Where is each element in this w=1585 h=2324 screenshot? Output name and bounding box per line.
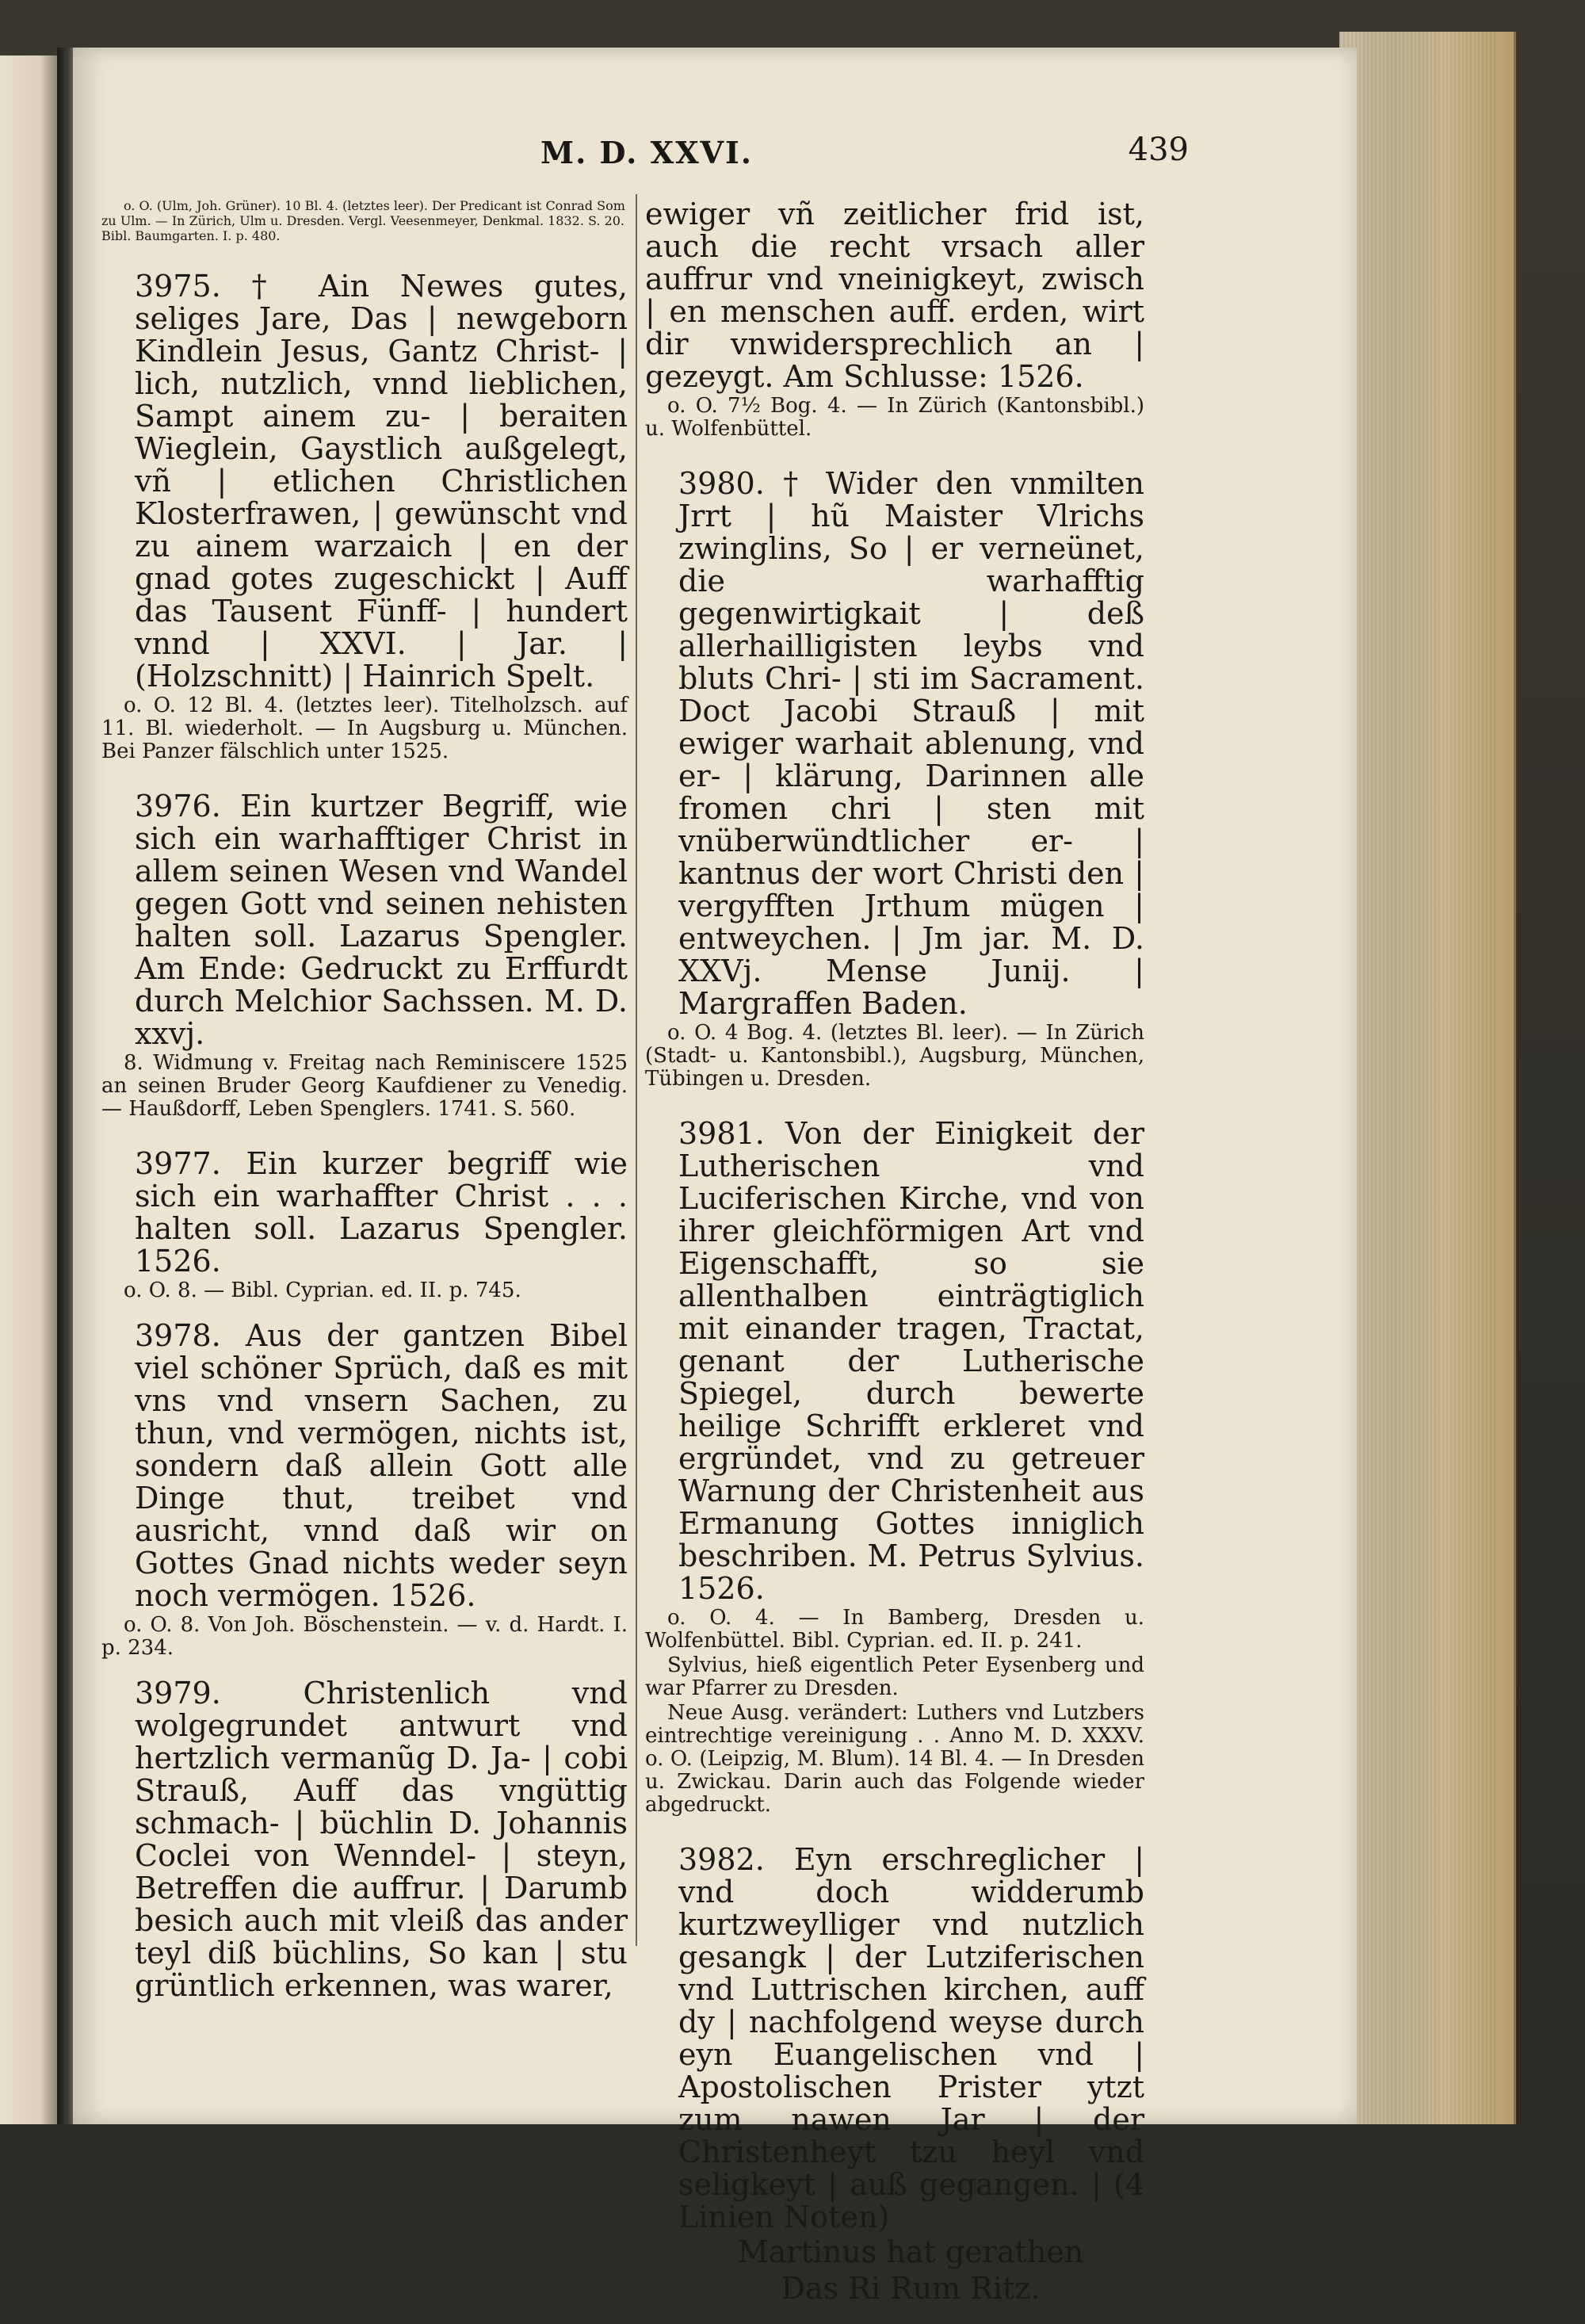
- entry-note: o. O. 7½ Bog. 4. — In Zürich (Kantonsbibl.) u. Wolfenbüttel.: [645, 394, 1144, 441]
- entry-note: o. O. 8. Von Joh. Böschenstein. — v. d. Hardt. I. p. 234.: [101, 1613, 628, 1660]
- entry-3979: [101, 1677, 628, 2002]
- entry-number: 3982.: [678, 1842, 765, 1877]
- entry-note: o. O. 8. — Bibl. Cyprian. ed. II. p. 745.: [124, 1279, 521, 1302]
- book-page: [73, 48, 1357, 2306]
- page-header: [73, 132, 1357, 182]
- entry-note: Neue Ausg. verändert: Luthers vnd Lutzbers eintrechtige vereinigung . . Anno M. D. XXXV. o. O. (Leipzig, M. Blum). 14 Bl. 4. — In Dresden u. Zwickau. Darin auch das Folgende wieder abgedruckt.: [645, 1701, 1144, 1817]
- entry-3979-continued: [645, 198, 1144, 441]
- entry-3981: [645, 1118, 1144, 1817]
- left-column: [101, 198, 628, 2020]
- entry-number: 3979.: [135, 1676, 221, 1711]
- verse-line: Das Ri Rum Ritz.: [781, 2271, 1041, 2306]
- entry-title: Eyn erschreglicher | vnd doch widderumb kurtzweylliger vnd nutzlich gesangk | der Lutziferischen vnd Luttrischen kirchen, auff dy | nachfolgend weyse durch eyn Euangelischen vnd | Apostolischen Prister ytzt zum nawen Jar | der Christenheyt tzu heyl vnd seligkeyt | auß gegangen. | (4 Linien Noten): [678, 1842, 1144, 2234]
- page-number: 439: [1128, 132, 1189, 168]
- entry-title: Christenlich vnd wolgegrundet antwurt vnd hertzlich vermanũg D. Ja- | cobi Strauß, Auff das vngüttig schmach- | büchlin D. Johannis Coclei von Wenndel- | steyn, Betreffen die auffrur. | Darumb besich auch mit vleiß das ander teyl diß büchlins, So kan | stu grüntlich erkennen, was warer,: [135, 1676, 628, 2003]
- entry-3978: [101, 1320, 628, 1660]
- entry-number: 3981.: [678, 1116, 765, 1151]
- facing-page-edge: [0, 55, 59, 2124]
- entry-3977: [101, 1148, 628, 1302]
- entry-title: † Ain Newes gutes, seliges Jare, Das | newgeborn Kindlein Jesus, Gantz Christ- | lich, nutzlich, vnnd lieblichen, Sampt ainem zu- | beraiten Wieglein, Gaystlich außgelegt, vñ | etlichen Christlichen Klosterfrawen, | gewünscht vnd zu ainem warzaich | en der gnad gotes zugeschickt | Auff das Tausent Fünff- | hundert vnnd | XXVI. | Jar. | (Holzschnitt) | Hainrich Spelt.: [135, 269, 628, 694]
- entry-note: o. O. 4. — In Bamberg, Dresden u. Wolfenbüttel. Bibl. Cyprian. ed. II. p. 241.: [645, 1606, 1144, 1653]
- top-note: o. O. (Ulm, Joh. Grüner). 10 Bl. 4. (letztes leer). Der Predicant ist Conrad Som zu Ulm. — In Zürich, Ulm u. Dresden. Vergl. Veesenmeyer, Denkmal. 1832. S. 20. Bibl. Baumgarten. I. p. 480.: [101, 198, 625, 243]
- entry-3982: [645, 1844, 1144, 2307]
- entry-title: Ein kurzer begriff wie sich ein warhaffter Christ . . . halten soll. Lazarus Spengler. 1526.: [135, 1146, 628, 1279]
- entry-3980: [645, 468, 1144, 1091]
- entry-number: 3980.: [678, 466, 765, 501]
- entry-note: o. O. 12 Bl. 4. (letztes leer). Titelholzsch. auf 11. Bl. wiederholt. — In Augsburg u. München. Bei Panzer fälschlich unter 1525.: [101, 694, 628, 763]
- entry-note: Sylvius, hieß eigentlich Peter Eysenberg und war Pfarrer zu Dresden.: [645, 1653, 1144, 1700]
- entry-note: o. O. 4 Bog. 4. (letztes Bl. leer). — In Zürich (Stadt- u. Kantonsbibl.), Augsburg, München, Tübingen u. Dresden.: [645, 1021, 1144, 1091]
- entry-number: 3977.: [135, 1146, 221, 1181]
- verse-line: Martinus hat gerathen: [737, 2234, 1084, 2269]
- entry-3975: [101, 270, 628, 763]
- entry-title: Von der Einigkeit der Lutherischen vnd Luciferischen Kirche, vnd von ihrer gleichförmigen Art vnd Eigenschafft, so sie allenthalben einträgtiglich mit einander tragen, Tractat, genant der Lutherische Spiegel, durch bewerte heilige Schrifft erkleret vnd ergründet, vnd zu getreuer Warnung der Christenheit aus Ermanung Gottes inniglich beschriben. M. Petrus Sylvius. 1526.: [678, 1116, 1144, 1606]
- entry-title: † Wider den vnmilten Jrrt | hũ Maister Vlrichs zwinglins, So | er verneünet, die warhafftig gegenwirtigkait | deß allerhailligisten leybs vnd bluts Chri- | sti im Sacrament. Doct Jacobi Strauß | mit ewiger warhait ablenung, vnd er- | klärung, Darinnen alle fromen chri | sten mit vnüberwündtlicher er- | kantnus der wort Christi den | vergyfften Jrthum mügen | entweychen. | Jm jar. M. D. XXVj. Mense Junij. | Margraffen Baden.: [678, 466, 1144, 1021]
- column-rule: [636, 194, 637, 1946]
- entry-number: 3978.: [135, 1318, 221, 1353]
- entry-title: Ein kurtzer Begriff, wie sich ein warhafftiger Christ in allem seinen Wesen vnd Wandel gegen Gott vnd seinen nehisten halten soll. Lazarus Spengler. Am Ende: Gedruckt zu Erffurdt durch Melchior Sachssen. M. D. xxvj.: [135, 789, 628, 1051]
- entry-number: 3975.: [135, 269, 221, 304]
- running-title: M. D. XXVI.: [540, 135, 754, 170]
- entry-title: Aus der gantzen Bibel viel schöner Sprüch, daß es mit vns vnd vnsern Sachen, zu thun, vnd vermögen, nichts ist, sondern daß allein Gott alle Dinge thut, treibet vnd ausricht, vnnd daß wir on Gottes Gnad nichts weder seyn noch vermögen. 1526.: [135, 1318, 628, 1613]
- continued-title: ewiger vñ zeitlicher frid ist, auch die recht vrsach aller auffrur vnd vneinigkeyt, zwisch | en menschen auff. erden, wirt dir vnwidersprechlich an | gezeygt. Am Schlusse: 1526.: [645, 197, 1144, 394]
- entry-note: 8. Widmung v. Freitag nach Reminiscere 1525 an seinen Bruder Georg Kaufdiener zu Venedig. — Haußdorff, Leben Spenglers. 1741. S. 560.: [101, 1051, 628, 1121]
- entry-3976: [101, 790, 628, 1121]
- book-gutter: [57, 48, 74, 2124]
- entry-number: 3976.: [135, 789, 221, 824]
- right-column: [645, 198, 1144, 2324]
- page-edges: [1339, 32, 1498, 2124]
